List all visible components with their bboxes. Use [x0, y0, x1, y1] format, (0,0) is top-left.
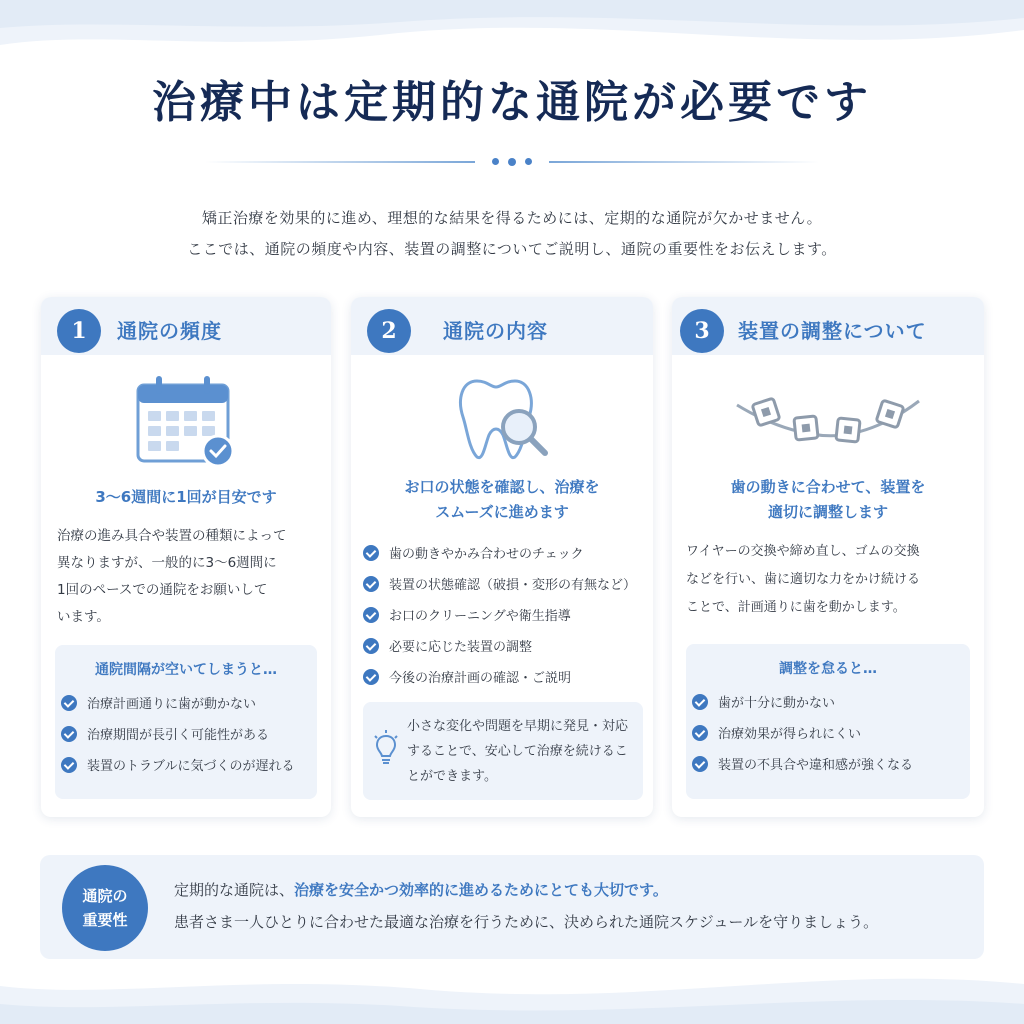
list-item-text: 治療効果が得られにくい	[718, 727, 862, 742]
intro-line-2: ここでは、通院の頻度や内容、装置の調整についてご説明し、通院の重要性をお伝えします。	[187, 240, 837, 258]
title-divider	[205, 152, 819, 172]
list-item	[692, 686, 958, 717]
card-device-adjustment	[672, 297, 984, 817]
body-line: ことで、計画通りに歯を動かします。	[686, 600, 906, 615]
warning-list	[55, 687, 327, 780]
list-item	[61, 687, 327, 718]
importance-prefix: 定期的な通院は、	[174, 881, 295, 899]
list-item-text: 歯が十分に動かない	[718, 696, 836, 711]
card-subhead	[351, 475, 653, 525]
card-title: 通院の頻度	[117, 319, 222, 343]
list-item-text: 装置のトラブルに気づくのが遅れる	[87, 759, 295, 774]
list-item-text: お口のクリーニングや衛生指導	[389, 609, 571, 624]
top-wave-decoration	[0, 0, 1024, 70]
list-item	[692, 748, 958, 779]
lightbulb-icon	[373, 730, 399, 766]
check-icon	[363, 545, 379, 561]
body-line: などを行い、歯に適切な力をかけ続ける	[686, 572, 921, 587]
list-item	[363, 599, 635, 630]
importance-panel	[40, 855, 984, 959]
list-item	[363, 630, 635, 661]
step-number: 1	[57, 309, 101, 353]
list-item-text: 装置の不具合や違和感が強くなる	[718, 758, 914, 773]
list-item	[61, 718, 327, 749]
card-body-text	[686, 538, 976, 622]
tip-text	[407, 714, 635, 789]
intro-text	[0, 203, 1024, 265]
badge-line: 重要性	[82, 911, 128, 929]
card-subhead	[672, 475, 984, 525]
list-item-text: 治療期間が長引く可能性がある	[87, 728, 270, 743]
card-title: 通院の内容	[443, 319, 548, 343]
list-item-text: 今後の治療計画の確認・ご説明	[389, 671, 572, 686]
check-icon	[692, 725, 708, 741]
tip-box	[363, 702, 643, 800]
card-body-text	[57, 523, 317, 631]
badge-line: 通院の	[82, 887, 128, 905]
body-line: います。	[57, 609, 110, 625]
content-checklist	[363, 537, 635, 692]
tip-line: 小さな変化や問題を早期に発見・対応	[407, 719, 629, 734]
list-item-text: 必要に応じた装置の調整	[389, 640, 533, 655]
card-header	[41, 297, 331, 355]
tip-line: とができます。	[407, 769, 497, 784]
check-icon	[61, 726, 77, 742]
importance-line-2: 患者さま一人ひとりに合わせた最適な治療を行うために、決められた通院スケジュールを守りましょう。	[174, 913, 879, 931]
list-item	[363, 537, 635, 568]
importance-line-1	[174, 879, 668, 900]
check-icon	[692, 756, 708, 772]
card-visit-content	[351, 297, 653, 817]
card-subhead: 3～6週間に1回が目安です	[95, 488, 277, 506]
check-icon	[363, 638, 379, 654]
step-number: 3	[680, 309, 724, 353]
body-line: 治療の進み具合や装置の種類によって	[57, 528, 287, 544]
importance-badge	[62, 865, 148, 951]
body-line: 1回のペースでの通院をお願いして	[57, 582, 268, 598]
tooth-magnifier-icon	[447, 369, 557, 469]
check-icon	[363, 607, 379, 623]
intro-line-1: 矯正治療を効果的に進め、理想的な結果を得るためには、定期的な通院が欠かせません。	[201, 209, 823, 227]
importance-highlight: 治療を安全かつ効率的に進めるためにとても大切です。	[294, 881, 668, 899]
list-item	[363, 568, 635, 599]
tip-line: することで、安心して治療を続けるこ	[407, 744, 628, 759]
page-title: 治療中は定期的な通院が必要です	[152, 77, 872, 128]
step-number: 2	[367, 309, 411, 353]
list-item-text: 装置の状態確認（破損・変形の有無など）	[389, 578, 637, 593]
check-icon	[692, 694, 708, 710]
braces-wire-icon	[733, 387, 923, 457]
subhead-line: お口の状態を確認し、治療を	[404, 478, 600, 496]
list-item	[692, 717, 958, 748]
warning-box	[686, 644, 970, 799]
card-header	[351, 297, 653, 355]
check-icon	[363, 669, 379, 685]
check-icon	[363, 576, 379, 592]
list-item-text: 治療計画通りに歯が動かない	[87, 697, 257, 712]
calendar-check-icon	[126, 371, 246, 471]
warning-list	[686, 686, 958, 779]
list-item-text: 歯の動きやかみ合わせのチェック	[389, 547, 584, 562]
card-header	[672, 297, 984, 355]
subhead-line: スムーズに進めます	[435, 503, 569, 521]
subhead-line: 歯の動きに合わせて、装置を	[730, 478, 926, 496]
list-item	[61, 749, 327, 780]
subhead-line: 適切に調整します	[767, 503, 888, 521]
card-visit-frequency	[41, 297, 331, 817]
warning-box	[55, 645, 317, 799]
warning-box-title: 通院間隔が空いてしまうと…	[95, 662, 277, 678]
check-icon	[61, 695, 77, 711]
card-title: 装置の調整について	[738, 319, 927, 343]
body-line: ワイヤーの交換や締め直し、ゴムの交換	[686, 544, 920, 559]
body-line: 異なりますが、一般的に3～6週間に	[57, 555, 277, 571]
list-item	[363, 661, 635, 692]
bottom-wave-decoration	[0, 954, 1024, 1024]
warning-box-title: 調整を怠ると…	[779, 661, 877, 677]
check-icon	[61, 757, 77, 773]
